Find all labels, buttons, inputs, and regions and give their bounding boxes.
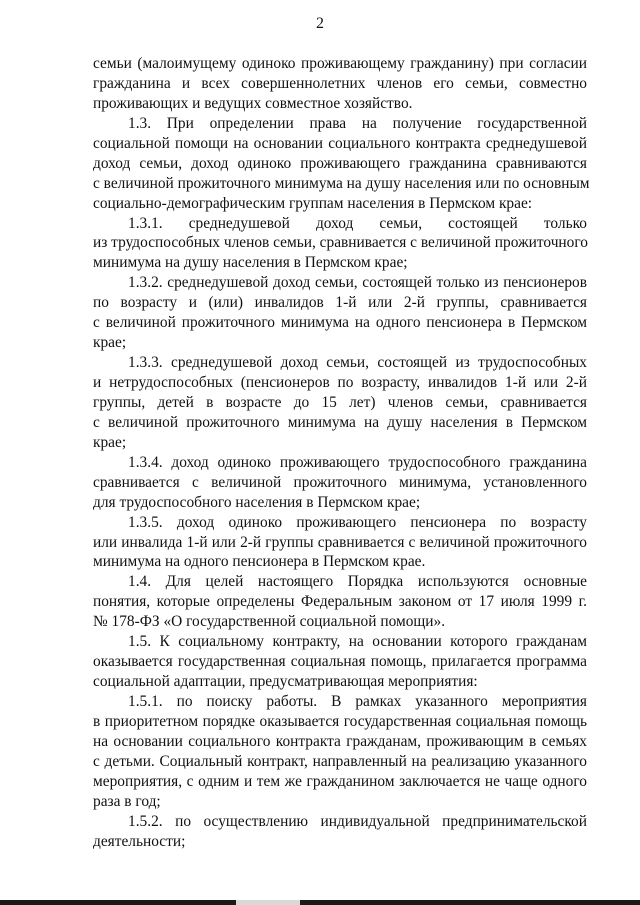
paragraph xyxy=(93,114,590,214)
text-line: 1.3.3. среднедушевой доход семьи, состоящей из трудоспособных xyxy=(128,354,587,372)
text-line: 1.3.4. доход одиноко проживающего трудоспособного гражданина xyxy=(128,453,587,471)
paragraph xyxy=(93,214,587,274)
paragraph xyxy=(93,54,587,114)
text-line: с величиной прожиточного минимума на душу населения в Пермском xyxy=(93,413,587,431)
text-line: из трудоспособных членов семьи, сравнивается с величиной прожиточного xyxy=(93,234,588,252)
text-line: семьи (малоимущему одиноко проживающему гражданину) при согласии xyxy=(93,55,587,72)
document-body xyxy=(93,54,590,852)
text-line: деятельности; xyxy=(93,832,186,850)
text-line: социальной помощи на основании социального контракта среднедушевой xyxy=(93,134,587,152)
text-line: 1.3. При определении права на получение государственной xyxy=(128,114,587,132)
text-line: оказывается государственная социальная помощь, прилагается программа xyxy=(93,653,587,671)
text-line: на основании социального контракта гражданам, проживающим в семьях xyxy=(93,732,587,750)
text-line: понятия, которые определены Федеральным законом от 17 июля 1999 г. xyxy=(93,593,587,611)
paragraph xyxy=(93,812,587,852)
text-line: 1.3.2. среднедушевой доход семьи, состоящей только из пенсионеров xyxy=(128,274,587,292)
text-line: № 178-ФЗ «О государственной социальной помощи». xyxy=(93,613,446,631)
text-line: минимума на одного пенсионера в Пермском крае. xyxy=(93,553,426,571)
text-line: социально-демографическим группам населения в Пермском крае: xyxy=(93,194,533,212)
paragraph xyxy=(93,692,587,812)
paragraph xyxy=(93,453,587,513)
text-line: минимума на душу населения в Пермском крае; xyxy=(93,254,408,272)
paragraph xyxy=(93,273,587,353)
text-line: или инвалида 1-й или 2-й группы сравнивается с величиной прожиточного xyxy=(93,533,587,551)
text-line: и нетрудоспособных (пенсионеров по возрасту, инвалидов 1-й или 2-й xyxy=(93,374,587,391)
text-line: мероприятия, с одним и тем же гражданином заключается не чаще одного xyxy=(93,772,587,790)
text-line: гражданина и всех совершеннолетних членов его семьи, совместно xyxy=(93,74,587,92)
text-line: социальной адаптации, предусматривающая мероприятия: xyxy=(93,673,478,691)
text-line: крае; xyxy=(93,334,127,352)
paragraph xyxy=(93,572,587,632)
page-number: 2 xyxy=(316,15,324,32)
text-line: для трудоспособного населения в Пермском крае; xyxy=(93,493,421,511)
scan-bottom-edge-gap xyxy=(236,900,300,905)
paragraph xyxy=(93,353,587,453)
paragraph xyxy=(93,513,587,573)
text-line: с величиной прожиточного минимума на одного пенсионера в Пермском xyxy=(93,314,587,332)
text-line: с детьми. Социальный контракт, направленный на реализацию указанного xyxy=(93,752,587,770)
text-line: группы, детей в возрасте до 15 лет) членов семьи, сравнивается xyxy=(93,393,587,411)
text-line: 1.5.2. по осуществлению индивидуальной предпринимательской xyxy=(128,812,587,830)
text-line: 1.4. Для целей настоящего Порядка используются основные xyxy=(128,573,587,591)
scan-bottom-edge xyxy=(0,900,640,905)
text-line: сравнивается с величиной прожиточного минимума, установленного xyxy=(93,473,587,491)
text-line: крае; xyxy=(93,433,127,451)
text-line: 1.5.1. по поиску работы. В рамках указанного мероприятия xyxy=(128,693,587,710)
paragraph xyxy=(93,632,587,692)
text-line: по возрасту и (или) инвалидов 1-й или 2-й группы, сравнивается xyxy=(93,294,587,312)
text-line: 1.5. К социальному контракту, на основании которого гражданам xyxy=(128,633,587,651)
text-line: 1.3.1. среднедушевой доход семьи, состоящей только xyxy=(128,214,587,232)
text-line: с величиной прожиточного минимума на душу населения или по основным xyxy=(93,174,590,192)
text-line: раза в год; xyxy=(93,792,161,810)
text-line: доход семьи, доход одиноко проживающего гражданина сравниваются xyxy=(93,154,587,172)
text-line: в приоритетном порядке оказывается государственная социальная помощь xyxy=(93,712,587,730)
text-line: 1.3.5. доход одиноко проживающего пенсионера по возрасту xyxy=(128,513,587,531)
text-line: проживающих и ведущих совместное хозяйство. xyxy=(93,94,413,112)
